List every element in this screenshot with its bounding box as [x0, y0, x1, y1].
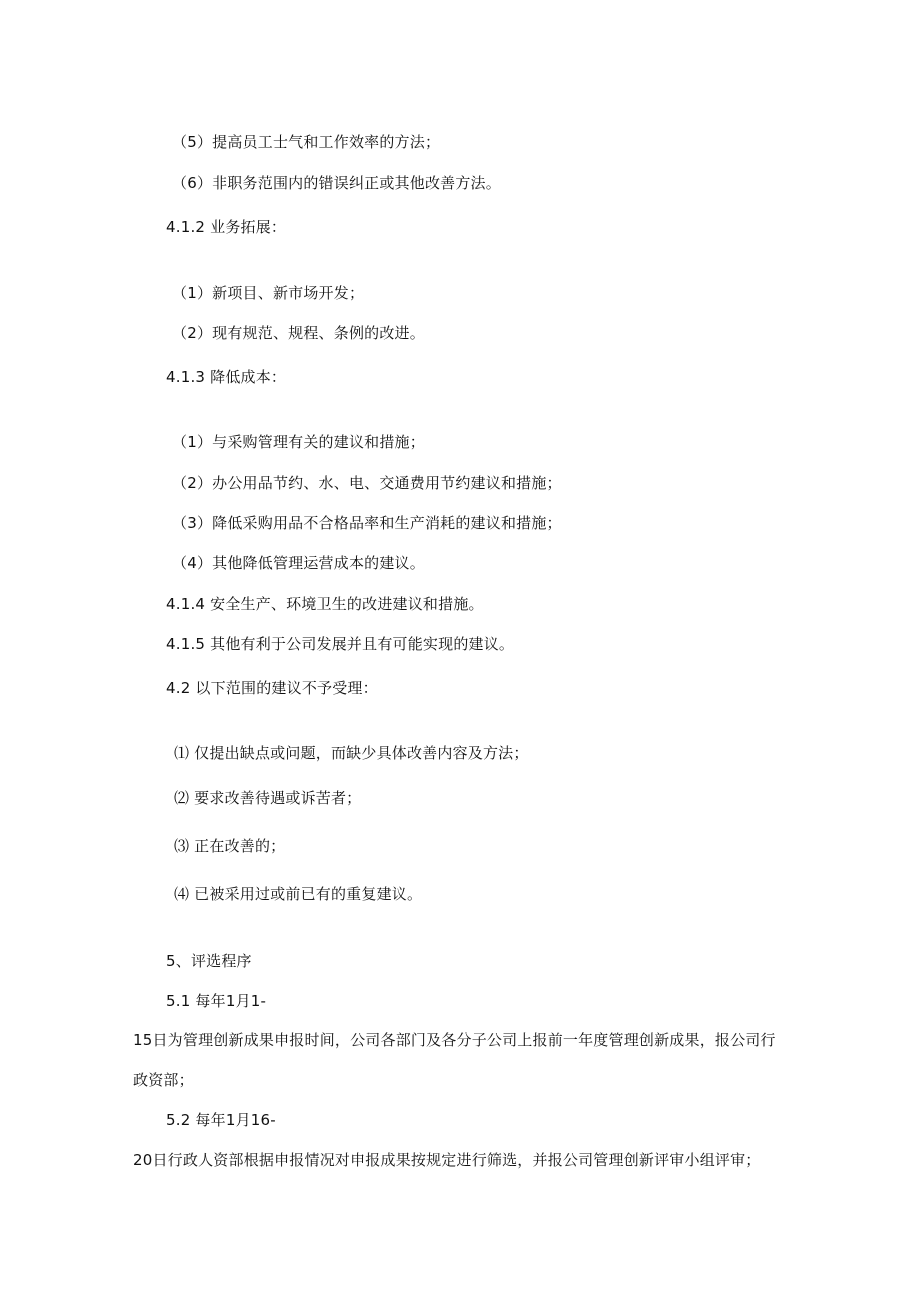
- paragraph-line: 15日为管理创新成果申报时间，公司各部门及各分子公司上报前一年度管理创新成果，报公司行: [133, 1031, 776, 1049]
- list-item: （1）新项目、新市场开发；: [172, 284, 365, 302]
- section-heading: 5.2 每年1月16-: [166, 1111, 276, 1129]
- list-item: （1）与采购管理有关的建议和措施；: [172, 433, 425, 451]
- section-heading: 5、评选程序: [166, 952, 252, 970]
- list-item: ⑶ 正在改善的；: [174, 837, 286, 855]
- list-item: ⑷ 已被采用过或前已有的重复建议。: [174, 885, 423, 903]
- list-item: （2）现有规范、规程、条例的改进。: [172, 324, 425, 342]
- list-item: （4）其他降低管理运营成本的建议。: [172, 554, 425, 572]
- section-heading: 4.1.3 降低成本：: [166, 368, 287, 386]
- list-item: （6）非职务范围内的错误纠正或其他改善方法。: [172, 174, 501, 192]
- section-heading: 4.1.4 安全生产、环境卫生的改进建议和措施。: [166, 595, 484, 613]
- list-item: （3）降低采购用品不合格品率和生产消耗的建议和措施；: [172, 514, 562, 532]
- paragraph-line: 政资部；: [133, 1071, 194, 1089]
- section-heading: 4.1.5 其他有利于公司发展并且有可能实现的建议。: [166, 635, 515, 653]
- list-item: （5）提高员工士气和工作效率的方法；: [172, 133, 441, 151]
- section-heading: 5.1 每年1月1-: [166, 992, 267, 1010]
- list-item: ⑵ 要求改善待遇或诉苦者；: [174, 789, 362, 807]
- section-heading: 4.2 以下范围的建议不予受理：: [166, 679, 378, 697]
- list-item: ⑴ 仅提出缺点或问题，而缺少具体改善内容及方法；: [174, 744, 529, 762]
- list-item: （2）办公用品节约、水、电、交通费用节约建议和措施；: [172, 474, 562, 492]
- paragraph-line: 20日行政人资部根据申报情况对申报成果按规定进行筛选，并报公司管理创新评审小组评审；: [133, 1151, 761, 1169]
- section-heading: 4.1.2 业务拓展：: [166, 218, 287, 236]
